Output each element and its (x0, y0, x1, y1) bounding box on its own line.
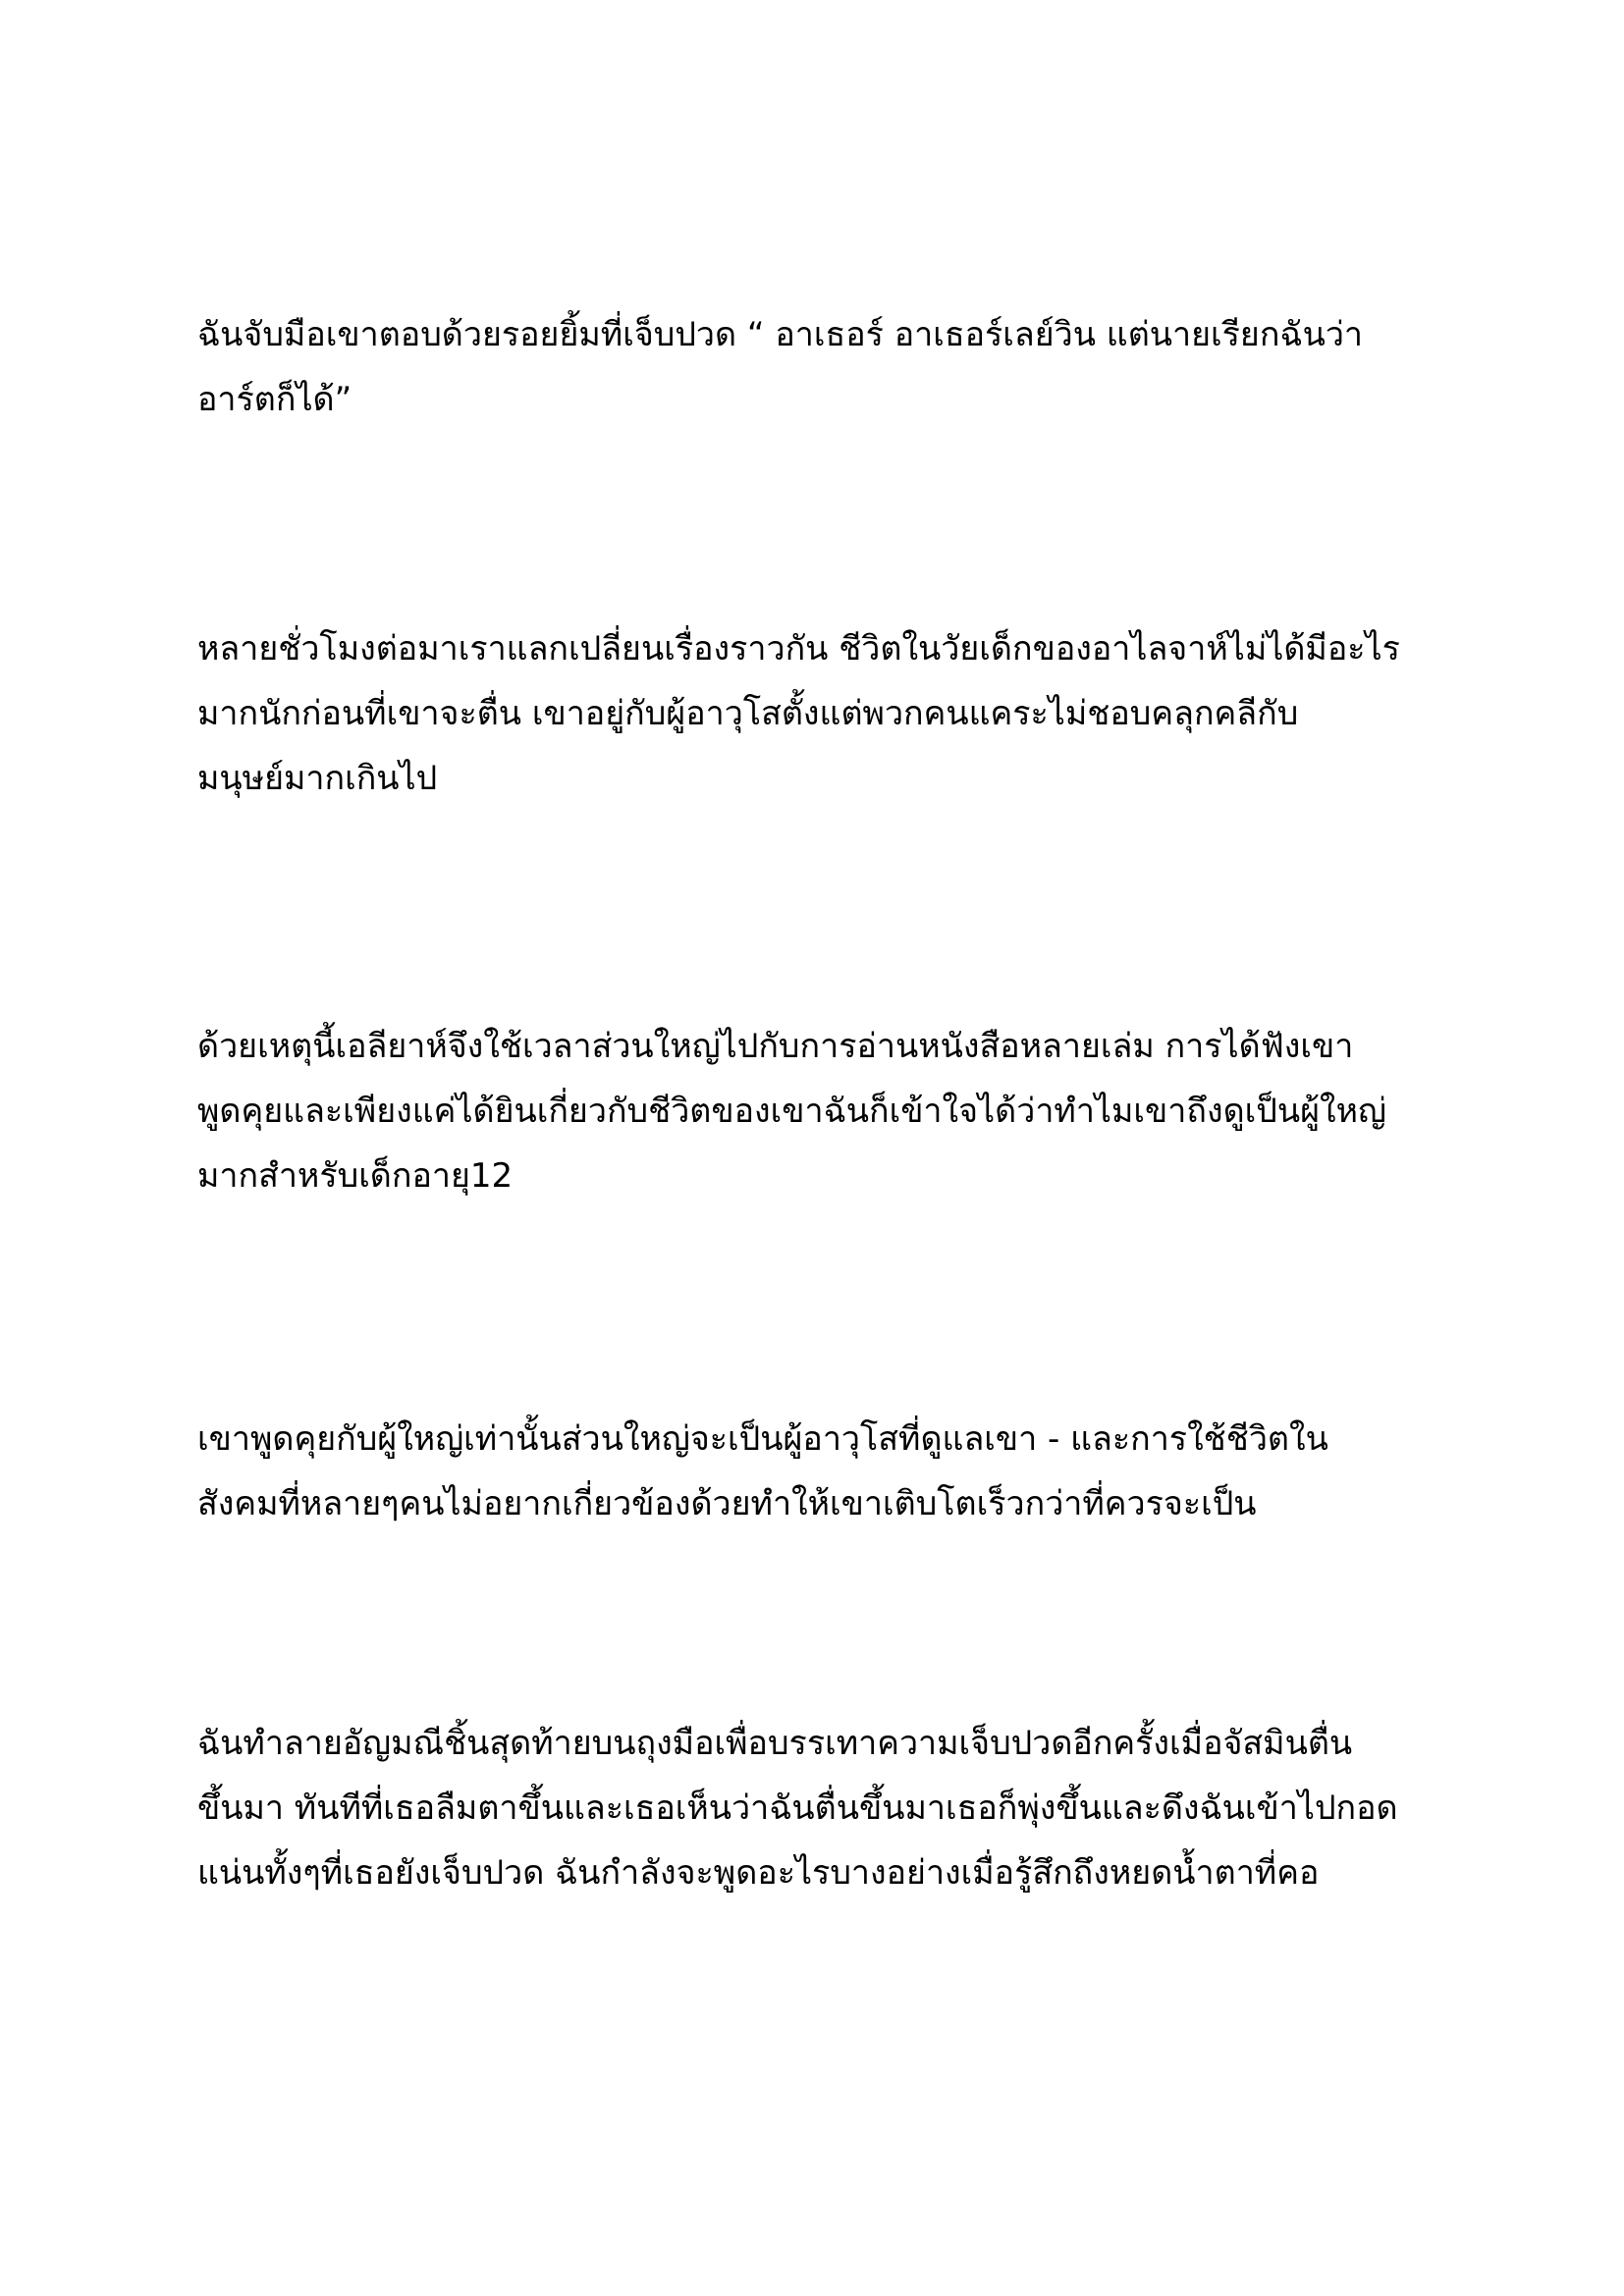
text-line: ขึ้นมา ทันทีที่เธอลืมตาขึ้นและเธอเห็นว่าฉันตื่นขึ้นมาเธอก็พุ่งขึ้นและดึงฉันเข้าไปกอด (197, 1789, 1398, 1828)
text-line: สังคมที่หลายๆคนไม่อยากเกี่ยวข้องด้วยทำให้เขาเติบโตเร็วกว่าที่ควรจะเป็น (197, 1484, 1257, 1523)
text-line: มากสำหรับเด็กอายุ12 (197, 1156, 514, 1196)
paragraph-jasmine-wakes (197, 1711, 1474, 1905)
paragraph-elijah-childhood (197, 616, 1474, 811)
text-line: อาร์ตก็ได้” (197, 380, 352, 419)
text-line: มนุษย์มากเกินไป (197, 759, 438, 798)
text-line: ฉันจับมือเขาตอบด้วยรอยยิ้มที่เจ็บปวด “ อาเธอร์ อาเธอร์เลย์วิน แต่นายเรียกฉันว่า (197, 315, 1364, 354)
text-line: แน่นทั้งๆที่เธอยังเจ็บปวด ฉันกำลังจะพูดอะไรบางอย่างเมื่อรู้สึกถึงหยดน้ำตาที่คอ (197, 1853, 1320, 1893)
text-line: ด้วยเหตุนี้เอลียาห์จึงใช้เวลาส่วนใหญ่ไปกับการอ่านหนังสือหลายเล่ม การได้ฟังเขา (197, 1027, 1354, 1066)
paragraph-arthur-introduction (197, 302, 1474, 432)
text-line: เขาพูดคุยกับผู้ใหญ่เท่านั้นส่วนใหญ่จะเป็นผู้อาวุโสที่ดูแลเขา - และการใช้ชีวิตใน (197, 1419, 1328, 1459)
text-line: หลายชั่วโมงต่อมาเราแลกเปลี่ยนเรื่องราวกัน ชีวิตในวัยเด็กของอาไลจาห์ไม่ได้มีอะไร (197, 629, 1400, 668)
paragraph-elijah-reading (197, 1014, 1474, 1208)
paragraph-elijah-society (197, 1407, 1474, 1536)
text-line: ฉันทำลายอัญมณีชิ้นสุดท้ายบนถุงมือเพื่อบรรเทาความเจ็บปวดอีกครั้งเมื่อจัสมินตื่น (197, 1724, 1353, 1763)
text-line: มากนักก่อนที่เขาจะตื่น เขาอยู่กับผู้อาวุโสตั้งแต่พวกคนแคระไม่ชอบคลุกคลีกับ (197, 694, 1299, 733)
text-line: พูดคุยและเพียงแค่ได้ยินเกี่ยวกับชีวิตของเขาฉันก็เข้าใจได้ว่าทำไมเขาถึงดูเป็นผู้ใหญ่ (197, 1092, 1387, 1131)
